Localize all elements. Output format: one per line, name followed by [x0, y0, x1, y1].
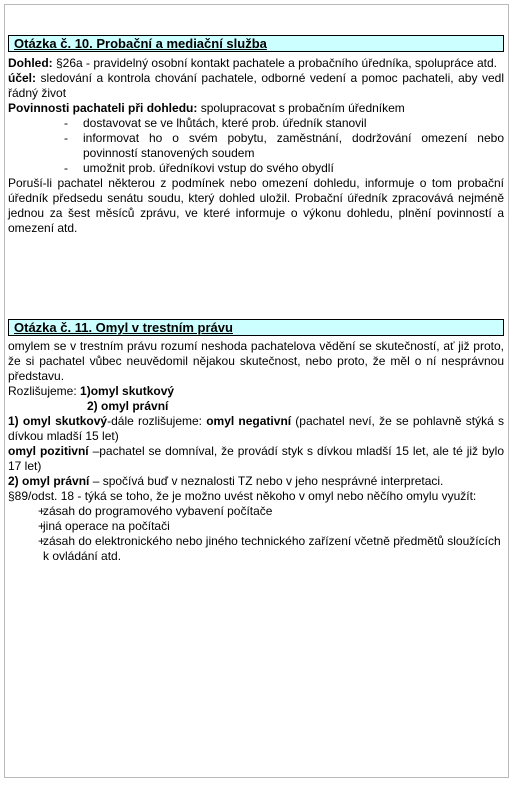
rozlisujeme-label: Rozlišujeme: [8, 384, 81, 398]
ucel-paragraph [8, 71, 504, 101]
question-10-body [8, 56, 504, 236]
violation-paragraph: Poruší-li pachatel některou z podmínek nebo omezení dohledu, informuje o tom probační úředník předsedu senátu soudu, který dohled uložil. Probační úředník zpracovává nejméně jednou za šest měsíců zprávu, ve které informuje o výkonu dohledu, plnění povinností a omezení atd. [8, 176, 504, 235]
povinnosti-text: spolupracovat s probačním úředníkem [197, 101, 405, 115]
dohled-label: Dohled: [8, 56, 53, 70]
pravni-label: 2) omyl právní [8, 474, 90, 488]
par89-paragraph: §89/odst. 18 - týká se toho, že je možno uvést někoho v omyl nebo něčího omylu využít: [8, 489, 477, 503]
document-page [4, 4, 509, 778]
skutkovy-paragraph: 1) omyl skutkový-dále rozlišujeme: omyl negativní (pachatel neví, že se pohlavně stýká s dívkou mladší 15 let) [8, 414, 504, 443]
list-item: - informovat ho o svém pobytu, zaměstnání, dodržování omezení nebo povinností stanovených soudem [64, 131, 504, 160]
list-item: + zásah do programového vybavení počítače [38, 504, 273, 518]
list-item: + jiná operace na počítači [38, 519, 170, 533]
negativni-label: omyl negativní [206, 414, 292, 428]
question-10-heading: Otázka č. 10. Probační a mediační služba [8, 35, 504, 52]
type-1: 1)omyl skutkový [80, 384, 175, 398]
rozlisujeme-line [8, 384, 504, 399]
ucel-text: sledování a kontrola chování pachatele, odborné vedení a pomoc pachateli, aby vedl řádný život [8, 71, 504, 100]
povinnosti-label: Povinnosti pachateli při dohledu: [8, 101, 198, 115]
pozitivni-paragraph: omyl pozitivní –pachatel se domníval, že provádí styk s dívkou mladší 15 let, ale té již bylo 17 let) [8, 444, 504, 473]
pozitivni-label: omyl pozitivní [8, 444, 89, 458]
ucel-label: účel: [8, 71, 37, 85]
list-item: + zásah do elektronického nebo jiného technického zařízení včetně předmětů sloužících k ovládání atd. [38, 534, 501, 563]
dohled-text: §26a - pravidelný osobní kontakt pachatele a probačního úředníka, spolupráce atd. [52, 56, 497, 70]
list-item: - dostavovat se ve lhůtách, které prob. úředník stanovil [64, 116, 367, 130]
pravni-paragraph: 2) omyl právní – spočívá buď v neznalosti TZ nebo v jeho nesprávné interpretaci. [8, 474, 444, 488]
duties-list [8, 116, 504, 176]
skutkovy-label: 1) omyl skutkový [8, 414, 108, 428]
dohled-paragraph [8, 56, 504, 71]
question-11-heading: Otázka č. 11. Omyl v trestním právu [8, 319, 504, 336]
list-item: - umožnit prob. úředníkovi vstup do svého obydlí [64, 161, 334, 175]
povinnosti-paragraph [8, 101, 504, 116]
items-list [8, 504, 504, 564]
type-2-line [8, 399, 504, 414]
type-2: 2) omyl právní [87, 399, 169, 413]
question-11-body [8, 339, 504, 564]
intro-paragraph: omylem se v trestním právu rozumí neshoda pachatelova vědění se skutečností, ať již proto, že si pachatel vůbec neuvědomil nějakou skutečnost, nebo proto, že měl o ní nesprávnou představu. [8, 339, 504, 383]
